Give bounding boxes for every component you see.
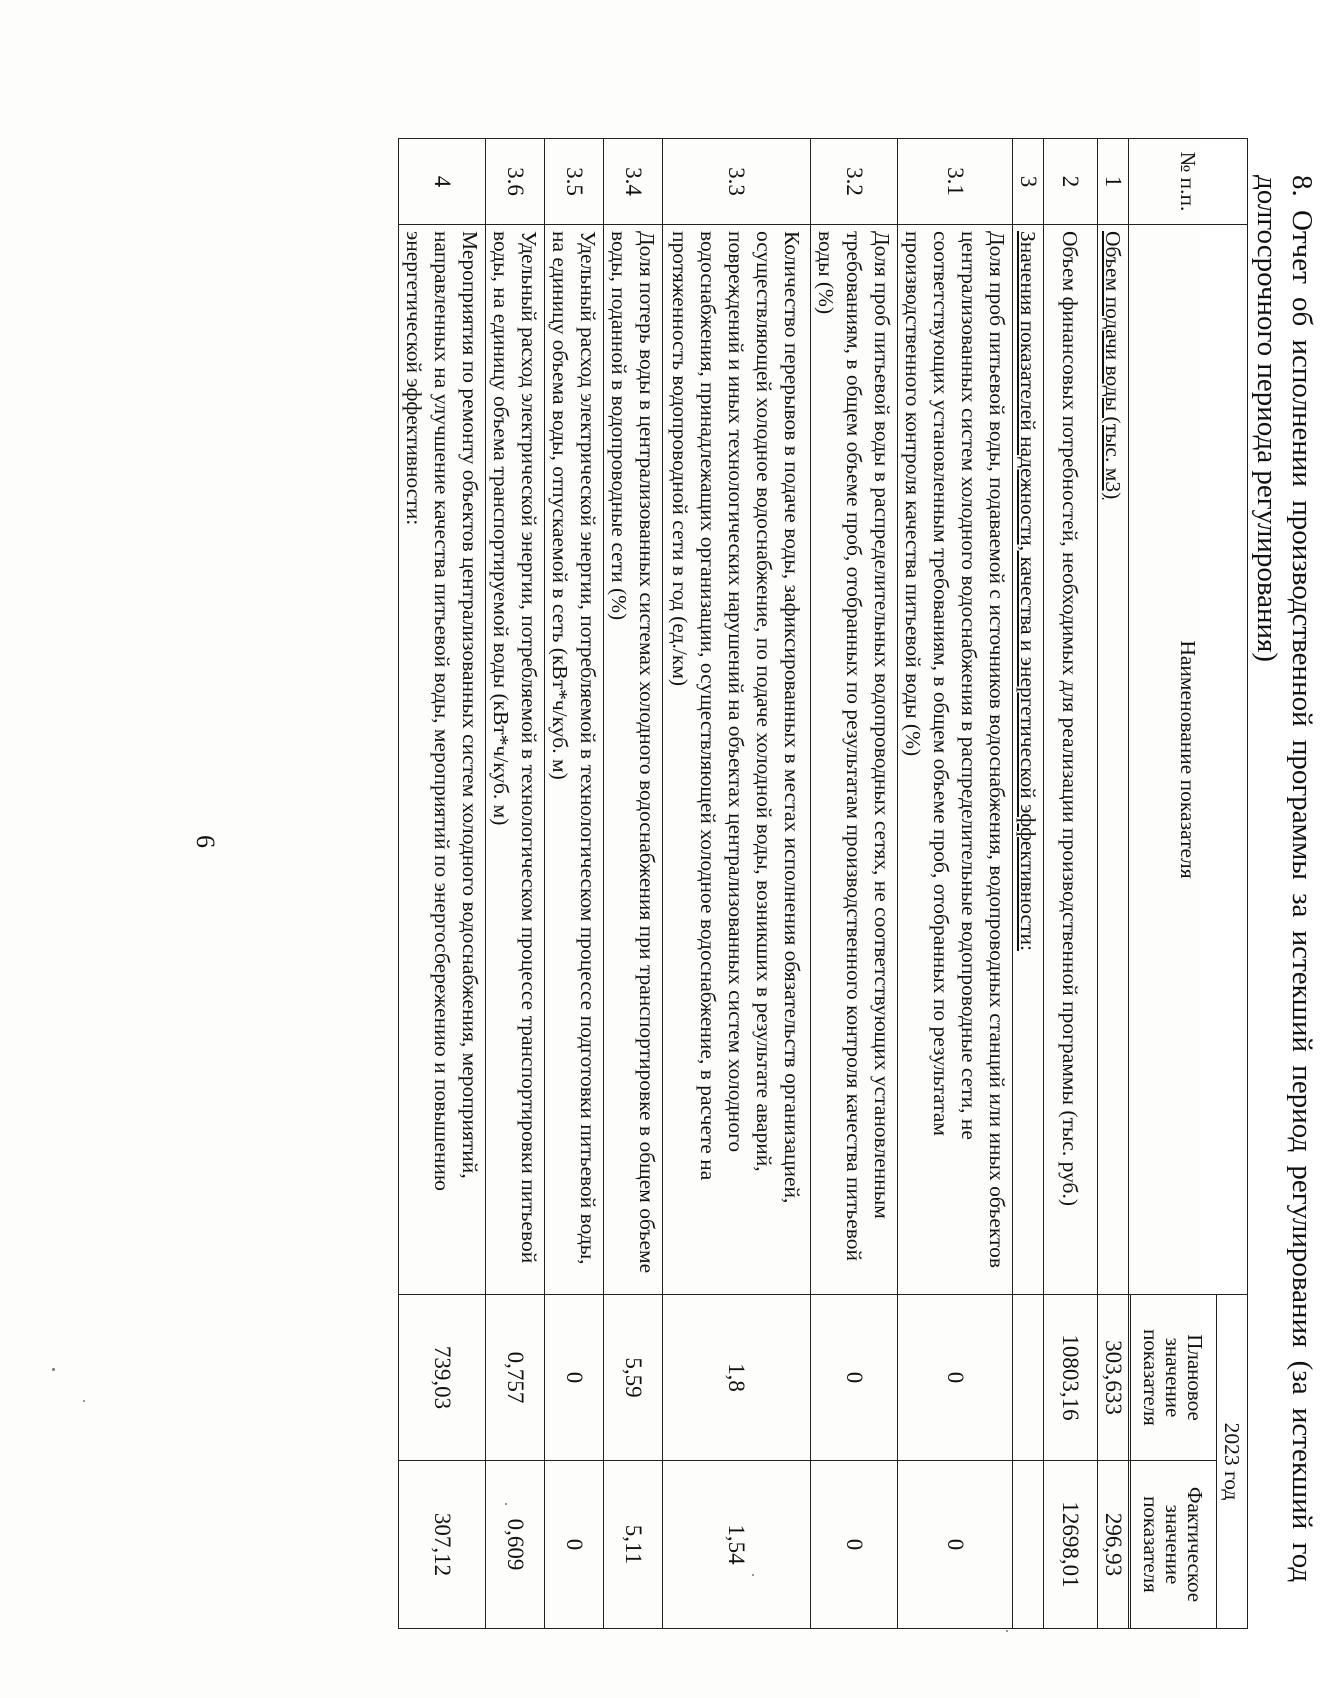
table-row (663, 139, 811, 1629)
page-number: 6 (191, 835, 220, 848)
report-title: 8. Отчет об исполнении производственной программы за истекший период регулирования (за истекший год (1286, 175, 1318, 1583)
row-fact-value: 12698,01 (1044, 1461, 1098, 1629)
table-row (604, 139, 663, 1629)
header-fact: Фактическое значение показателя (1131, 1461, 1217, 1629)
row-number: 1 (1098, 139, 1129, 225)
row-fact-value: 0,609 (486, 1461, 545, 1629)
row-number: 4 (399, 139, 486, 225)
row-plan-value: 303,633 (1098, 1295, 1129, 1461)
row-fact-value: 307,12 (399, 1461, 486, 1629)
row-fact-value (1013, 1461, 1044, 1629)
row-number: 3.2 (811, 139, 898, 225)
row-number: 3.4 (604, 139, 663, 225)
row-fact-value: 296,93 (1098, 1461, 1129, 1629)
production-program-table (398, 138, 1248, 1629)
row-name: Доля проб питьевой воды, подаваемой с источников водоснабжения, водопроводных станций или иных объектов централизованных систем холодного водоснабжения в распределительные водопроводные сети, не соответствующих установленным требованиям, в общем объеме проб, отобранных по результатам производственного контроля качества питьевой воды (%) (898, 225, 1013, 1295)
table-row (1098, 139, 1129, 1629)
row-number: 3.5 (545, 139, 604, 225)
row-fact-value: 0 (811, 1461, 898, 1629)
row-name: Удельный расход электрической энергии, потребляемой в технологическом процессе транспортировки питьевой воды, на единицу объема транспортируемой воды (кВт*ч/куб. м) (486, 225, 545, 1295)
row-fact-value: 0 (545, 1461, 604, 1629)
header-number: № п.п. (1129, 139, 1248, 225)
row-name: Мероприятия по ремонту объектов централизованных систем холодного водоснабжения, мероприятий, направленных на улучшение качества питьевой воды, мероприятий по энергосбережению и повышению энергетической эффективности: (399, 225, 486, 1295)
row-number: 3.6 (486, 139, 545, 225)
row-plan-value (1013, 1295, 1044, 1461)
table-row (486, 139, 545, 1629)
header-year: 2023 год (1217, 1295, 1248, 1629)
table-row (1044, 139, 1098, 1629)
row-name: Удельный расход электрической энергии, потребляемой в технологическом процессе подготовки питьевой воды, на единицу объема воды, отпускаемой в сеть (кВт*ч/куб. м) (545, 225, 604, 1295)
table-row (545, 139, 604, 1629)
table-row (399, 139, 486, 1629)
row-number: 3 (1013, 139, 1044, 225)
row-plan-value: 0 (898, 1295, 1013, 1461)
row-number: 2 (1044, 139, 1098, 225)
row-number: 3.3 (663, 139, 811, 225)
row-plan-value: 5,59 (604, 1295, 663, 1461)
row-plan-value: 739,03 (399, 1295, 486, 1461)
row-name: Значения показателей надежности, качества и энергетической эффективности: (1013, 225, 1044, 1295)
row-plan-value: 0 (545, 1295, 604, 1461)
row-plan-value: 1,8 (663, 1295, 811, 1461)
table-row (811, 139, 898, 1629)
report-title-continuation: долгосрочного периода регулирования) (1251, 175, 1283, 663)
header-name: Наименование показателя (1129, 225, 1248, 1295)
row-fact-value: 0 (898, 1461, 1013, 1629)
table-header-row (1217, 139, 1248, 1629)
row-name: Объем подачи воды (тыс. м3) (1098, 225, 1129, 1295)
row-plan-value: 10803,16 (1044, 1295, 1098, 1461)
scan-speck (83, 1400, 85, 1402)
row-name: Доля проб питьевой воды в распределительных водопроводных сетях, не соответствующих установленным требованиям, в общем объеме проб, отобранных по результатам производственного контроля качества питьевой воды (%) (811, 225, 898, 1295)
row-plan-value: 0,757 (486, 1295, 545, 1461)
row-plan-value: 0 (811, 1295, 898, 1461)
rotated-content (120, 35, 1320, 1645)
row-name: Количество перерывов в подаче воды, зафиксированных в местах исполнения обязательств организацией, осуществляющей холодное водоснабжение, по подаче холодной воды, возникших в результате аварий, повреждений и иных технологических нарушений на объектах централизованных систем холодного водоснабжения, принадлежащих организации, осуществляющей холодное водоснабжение, в расчете на протяженность водопроводной сети в год (ед./км) (663, 225, 811, 1295)
row-fact-value: 1,54 (663, 1461, 811, 1629)
row-name: Доля потерь воды в централизованных системах холодного водоснабжения при транспортировке в общем объеме воды, поданной в водопроводные сети (%) (604, 225, 663, 1295)
row-number: 3.1 (898, 139, 1013, 225)
table-row (1013, 139, 1044, 1629)
scan-speck (52, 1368, 55, 1371)
table-row (898, 139, 1013, 1629)
row-fact-value: 5,11 (604, 1461, 663, 1629)
header-plan: Плановое значение показателя (1131, 1295, 1217, 1461)
row-name: Объем финансовых потребностей, необходимых для реализации производственной программы (тыс. руб.) (1044, 225, 1098, 1295)
